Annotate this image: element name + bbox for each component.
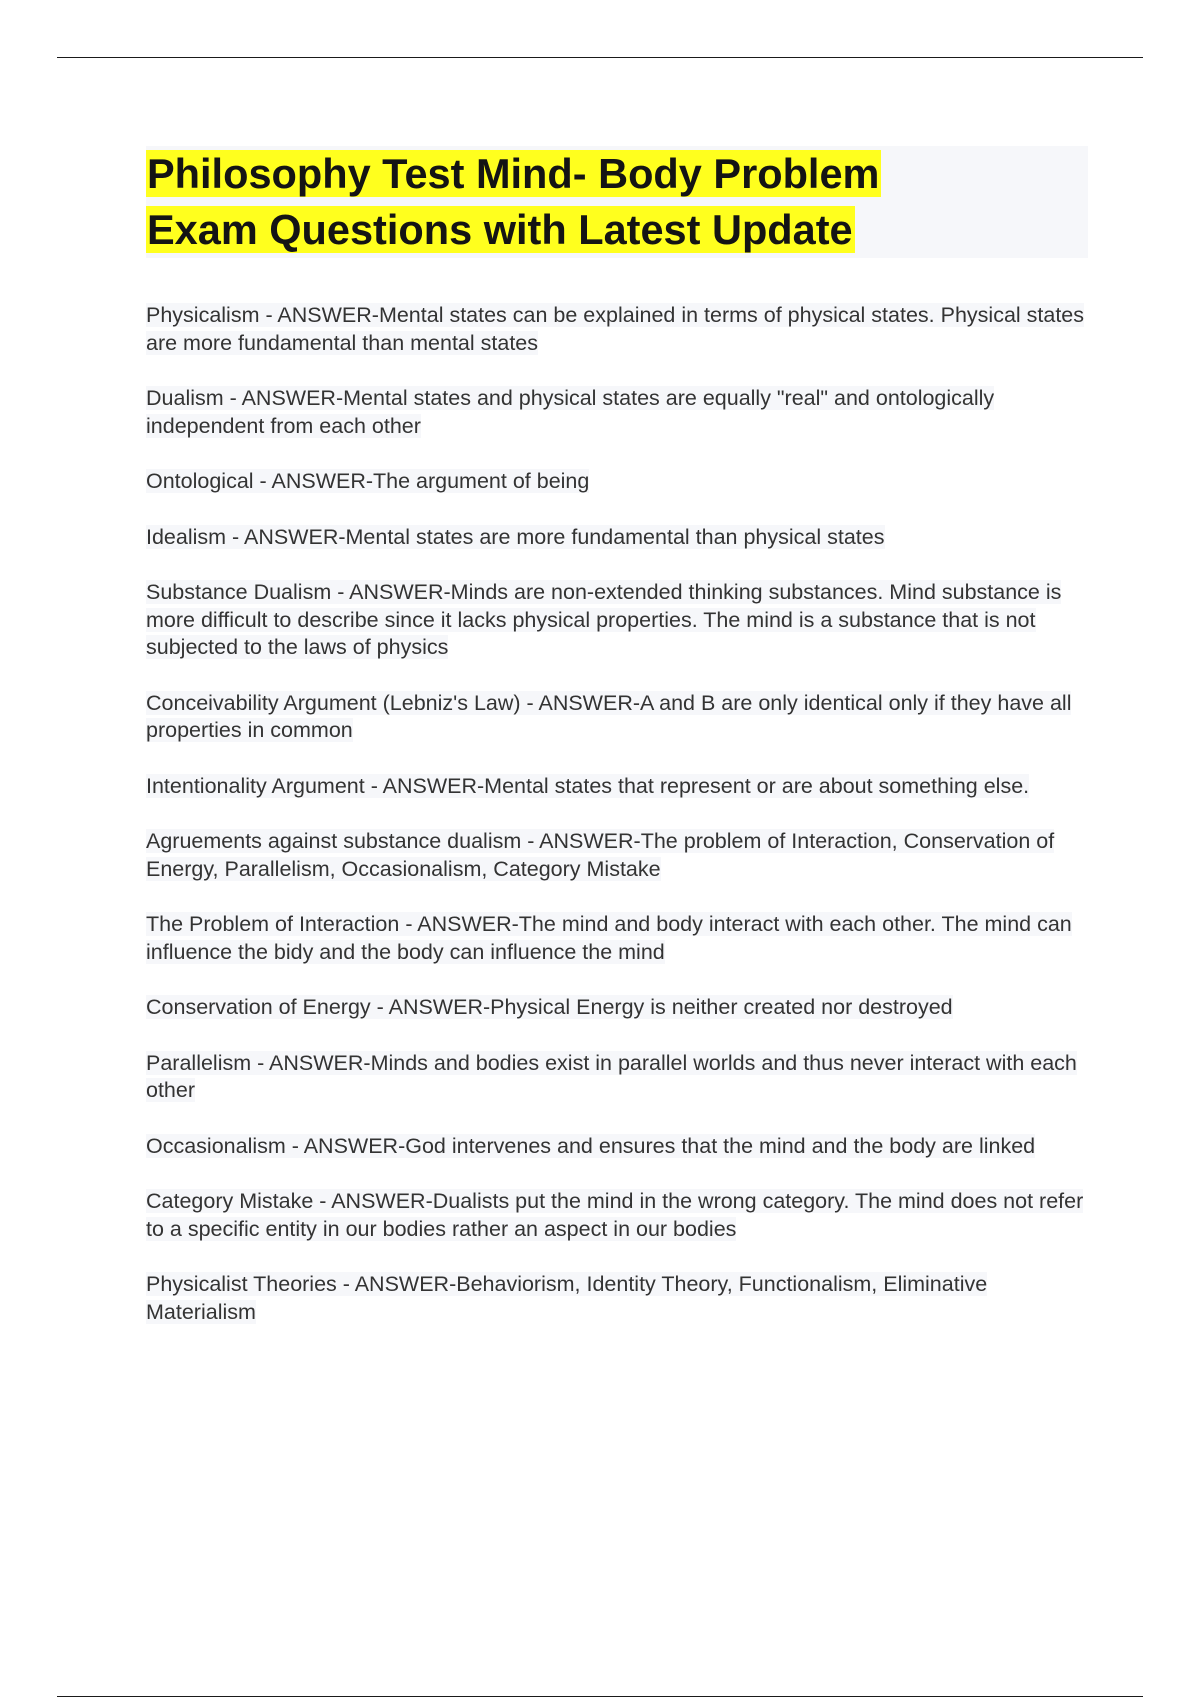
qa-item-text: Category Mistake - ANSWER-Dualists put the mind in the wrong category. The mind does not refer to a specific entity in our bodies rather an aspect in our bodies	[146, 1189, 1084, 1241]
title-block	[146, 146, 1088, 258]
qa-item-text: Conservation of Energy - ANSWER-Physical Energy is neither created nor destroyed	[146, 995, 953, 1019]
qa-item-text: Agruements against substance dualism - ANSWER-The problem of Interaction, Conservation of Energy, Parallelism, Occasionalism, Category Mistake	[146, 829, 1055, 881]
qa-item-intentionality-argument	[146, 773, 1086, 801]
qa-item-physicalist-theories	[146, 1271, 1086, 1326]
qa-item-arguments-against-dualism	[146, 828, 1086, 883]
qa-item-text: The Problem of Interaction - ANSWER-The mind and body interact with each other. The mind can influence the bidy and the body can influence the mind	[146, 912, 1072, 964]
qa-item-physicalism	[146, 302, 1086, 357]
qa-item-conceivability-argument	[146, 690, 1086, 745]
qa-item-dualism	[146, 385, 1086, 440]
qa-item-conservation-of-energy	[146, 994, 1086, 1022]
qa-item-text: Substance Dualism - ANSWER-Minds are non-extended thinking substances. Mind substance is more difficult to describe since it lacks physical properties. The mind is a substance that is not subjected to the laws of physics	[146, 580, 1062, 659]
qa-item-ontological	[146, 468, 1086, 496]
document-title	[146, 146, 1088, 258]
top-rule	[57, 57, 1143, 58]
qa-item-text: Occasionalism - ANSWER-God intervenes and ensures that the mind and the body are linked	[146, 1133, 1036, 1158]
qa-item-text: Conceivability Argument (Lebniz's Law) - ANSWER-A and B are only identical only if they have all properties in common	[146, 690, 1072, 742]
qa-item-idealism	[146, 524, 1086, 552]
qa-item-text: Physicalism - ANSWER-Mental states can be explained in terms of physical states. Physical states are more fundamental than mental states	[146, 303, 1085, 355]
qa-list	[146, 302, 1086, 1354]
qa-item-text: Idealism - ANSWER-Mental states are more fundamental than physical states	[146, 524, 885, 549]
qa-item-text: Dualism - ANSWER-Mental states and physical states are equally "real" and ontologically independent from each other	[146, 386, 995, 438]
qa-item-text: Intentionality Argument - ANSWER-Mental states that represent or are about something else.	[146, 773, 1030, 798]
qa-item-category-mistake	[146, 1188, 1086, 1243]
title-line-2: Exam Questions with Latest Update	[147, 206, 853, 253]
qa-item-text: Parallelism - ANSWER-Minds and bodies exist in parallel worlds and thus never interact with each other	[146, 1050, 1077, 1102]
qa-item-text: Ontological - ANSWER-The argument of being	[146, 469, 590, 493]
qa-item-problem-of-interaction	[146, 911, 1086, 966]
qa-item-text: Physicalist Theories - ANSWER-Behaviorism, Identity Theory, Functionalism, Eliminative Materialism	[146, 1272, 988, 1324]
title-line-1: Philosophy Test Mind- Body Problem	[147, 150, 880, 197]
bottom-rule	[57, 1696, 1143, 1697]
qa-item-occasionalism	[146, 1133, 1086, 1161]
qa-item-parallelism	[146, 1050, 1086, 1105]
qa-item-substance-dualism	[146, 579, 1086, 662]
